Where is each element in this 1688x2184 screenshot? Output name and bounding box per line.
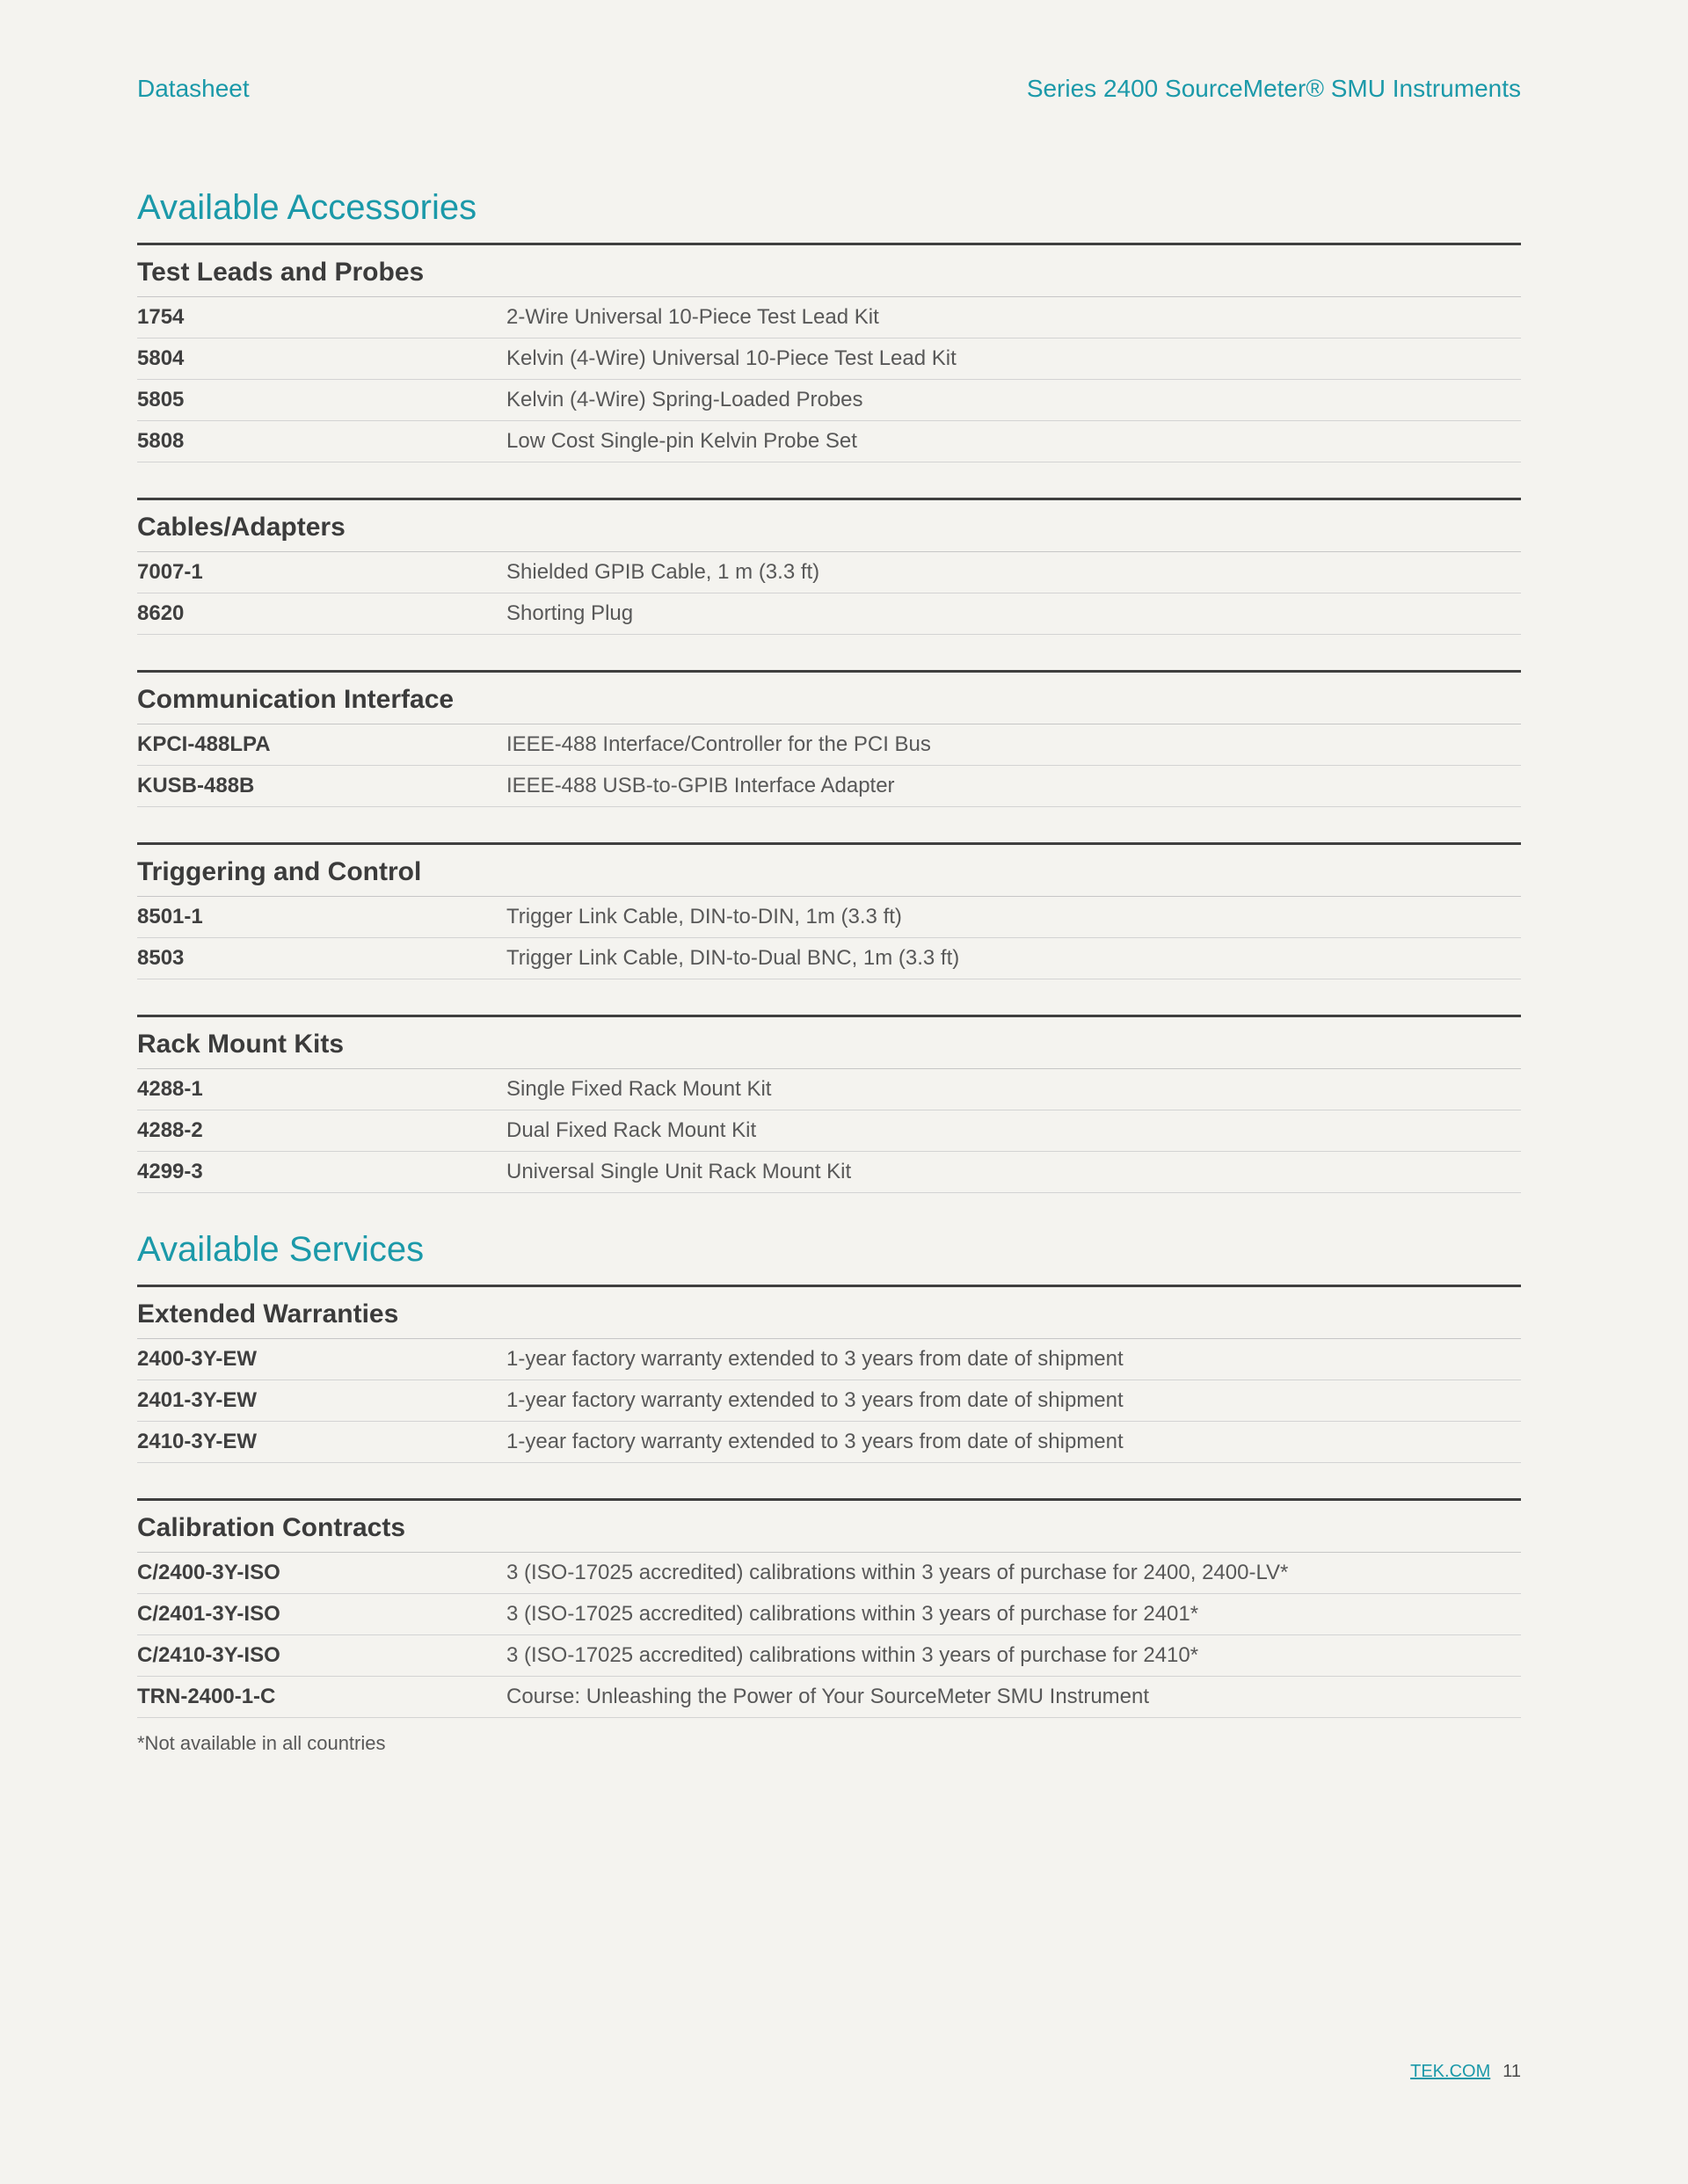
model-number: 5808	[137, 428, 185, 453]
item-description: Universal Single Unit Rack Mount Kit	[506, 1159, 852, 1183]
model-number: C/2401-3Y-ISO	[137, 1601, 280, 1626]
table-title: Calibration Contracts	[137, 1498, 1521, 1553]
item-description: 3 (ISO-17025 accredited) calibrations within 3 years of purchase for 2400, 2400-LV*	[506, 1560, 1289, 1584]
item-description: Single Fixed Rack Mount Kit	[506, 1076, 772, 1101]
item-description: IEEE-488 USB-to-GPIB Interface Adapter	[506, 773, 895, 797]
table-row	[137, 1553, 1521, 1594]
accessory-table	[137, 498, 1521, 635]
item-description: 2-Wire Universal 10-Piece Test Lead Kit	[506, 304, 879, 329]
table-row	[137, 1594, 1521, 1635]
model-number: C/2410-3Y-ISO	[137, 1642, 280, 1667]
model-number: 1754	[137, 304, 185, 329]
model-number: 4288-2	[137, 1117, 203, 1142]
model-number: KUSB-488B	[137, 773, 255, 797]
accessory-table	[137, 670, 1521, 807]
table-title: Rack Mount Kits	[137, 1015, 1521, 1069]
model-number: C/2400-3Y-ISO	[137, 1560, 280, 1584]
table-row	[137, 897, 1521, 938]
tek-com-link[interactable]: TEK.COM	[1410, 2062, 1491, 2081]
model-number: 2410-3Y-EW	[137, 1429, 258, 1453]
item-description: 3 (ISO-17025 accredited) calibrations within 3 years of purchase for 2401*	[506, 1601, 1199, 1626]
table-row	[137, 552, 1521, 593]
table-row	[137, 339, 1521, 380]
item-description: Shorting Plug	[506, 601, 634, 625]
item-description: Trigger Link Cable, DIN-to-Dual BNC, 1m (3.3 ft)	[506, 945, 960, 970]
model-number: 8501-1	[137, 904, 203, 928]
item-description: IEEE-488 Interface/Controller for the PCI Bus	[506, 732, 931, 756]
table-title: Extended Warranties	[137, 1285, 1521, 1339]
model-number: 8620	[137, 601, 185, 625]
model-number: 5804	[137, 346, 185, 370]
accessory-table	[137, 1015, 1521, 1193]
table-title: Test Leads and Probes	[137, 243, 1521, 297]
group-heading: Available Services	[137, 1229, 425, 1269]
doc-type-label: Datasheet	[137, 75, 250, 102]
content-area	[137, 186, 1521, 1718]
accessory-table	[137, 243, 1521, 462]
doc-header	[137, 74, 1521, 104]
model-number: 2401-3Y-EW	[137, 1387, 258, 1412]
table-title: Triggering and Control	[137, 842, 1521, 897]
accessory-table	[137, 1285, 1521, 1463]
model-number: TRN-2400-1-C	[137, 1684, 276, 1708]
doc-title: Series 2400 SourceMeter® SMU Instruments	[1026, 75, 1521, 102]
table-row	[137, 1069, 1521, 1110]
table-row	[137, 1677, 1521, 1718]
table-row	[137, 297, 1521, 339]
table-row	[137, 938, 1521, 979]
table-row	[137, 724, 1521, 766]
model-number: 7007-1	[137, 559, 203, 584]
table-row	[137, 421, 1521, 462]
table-row	[137, 1380, 1521, 1422]
model-number: 4288-1	[137, 1076, 203, 1101]
item-description: Dual Fixed Rack Mount Kit	[506, 1117, 757, 1142]
item-description: Trigger Link Cable, DIN-to-DIN, 1m (3.3 ft)	[506, 904, 902, 928]
item-description: Course: Unleashing the Power of Your SourceMeter SMU Instrument	[506, 1684, 1150, 1708]
model-number: KPCI-488LPA	[137, 732, 271, 756]
item-description: Low Cost Single-pin Kelvin Probe Set	[506, 428, 857, 453]
table-row	[137, 1422, 1521, 1463]
table-row	[137, 1635, 1521, 1677]
table-row	[137, 593, 1521, 635]
model-number: 4299-3	[137, 1159, 203, 1183]
item-description: Kelvin (4-Wire) Spring-Loaded Probes	[506, 387, 863, 411]
item-description: 1-year factory warranty extended to 3 years from date of shipment	[506, 1387, 1124, 1412]
item-description: 1-year factory warranty extended to 3 years from date of shipment	[506, 1429, 1124, 1453]
accessory-table	[137, 1498, 1521, 1718]
footnote: *Not available in all countries	[137, 1731, 386, 1754]
table-row	[137, 766, 1521, 807]
page-number: 11	[1502, 2062, 1521, 2081]
table-row	[137, 1339, 1521, 1380]
model-number: 8503	[137, 945, 185, 970]
model-number: 2400-3Y-EW	[137, 1346, 258, 1371]
accessory-table	[137, 842, 1521, 979]
table-title: Cables/Adapters	[137, 498, 1521, 552]
table-row	[137, 1152, 1521, 1193]
group-heading: Available Accessories	[137, 187, 477, 227]
table-row	[137, 1110, 1521, 1152]
item-description: Kelvin (4-Wire) Universal 10-Piece Test Lead Kit	[506, 346, 957, 370]
doc-footer	[1410, 2061, 1521, 2082]
item-description: 1-year factory warranty extended to 3 years from date of shipment	[506, 1346, 1124, 1371]
table-title: Communication Interface	[137, 670, 1521, 724]
model-number: 5805	[137, 387, 185, 411]
table-row	[137, 380, 1521, 421]
item-description: 3 (ISO-17025 accredited) calibrations within 3 years of purchase for 2410*	[506, 1642, 1199, 1667]
item-description: Shielded GPIB Cable, 1 m (3.3 ft)	[506, 559, 820, 584]
